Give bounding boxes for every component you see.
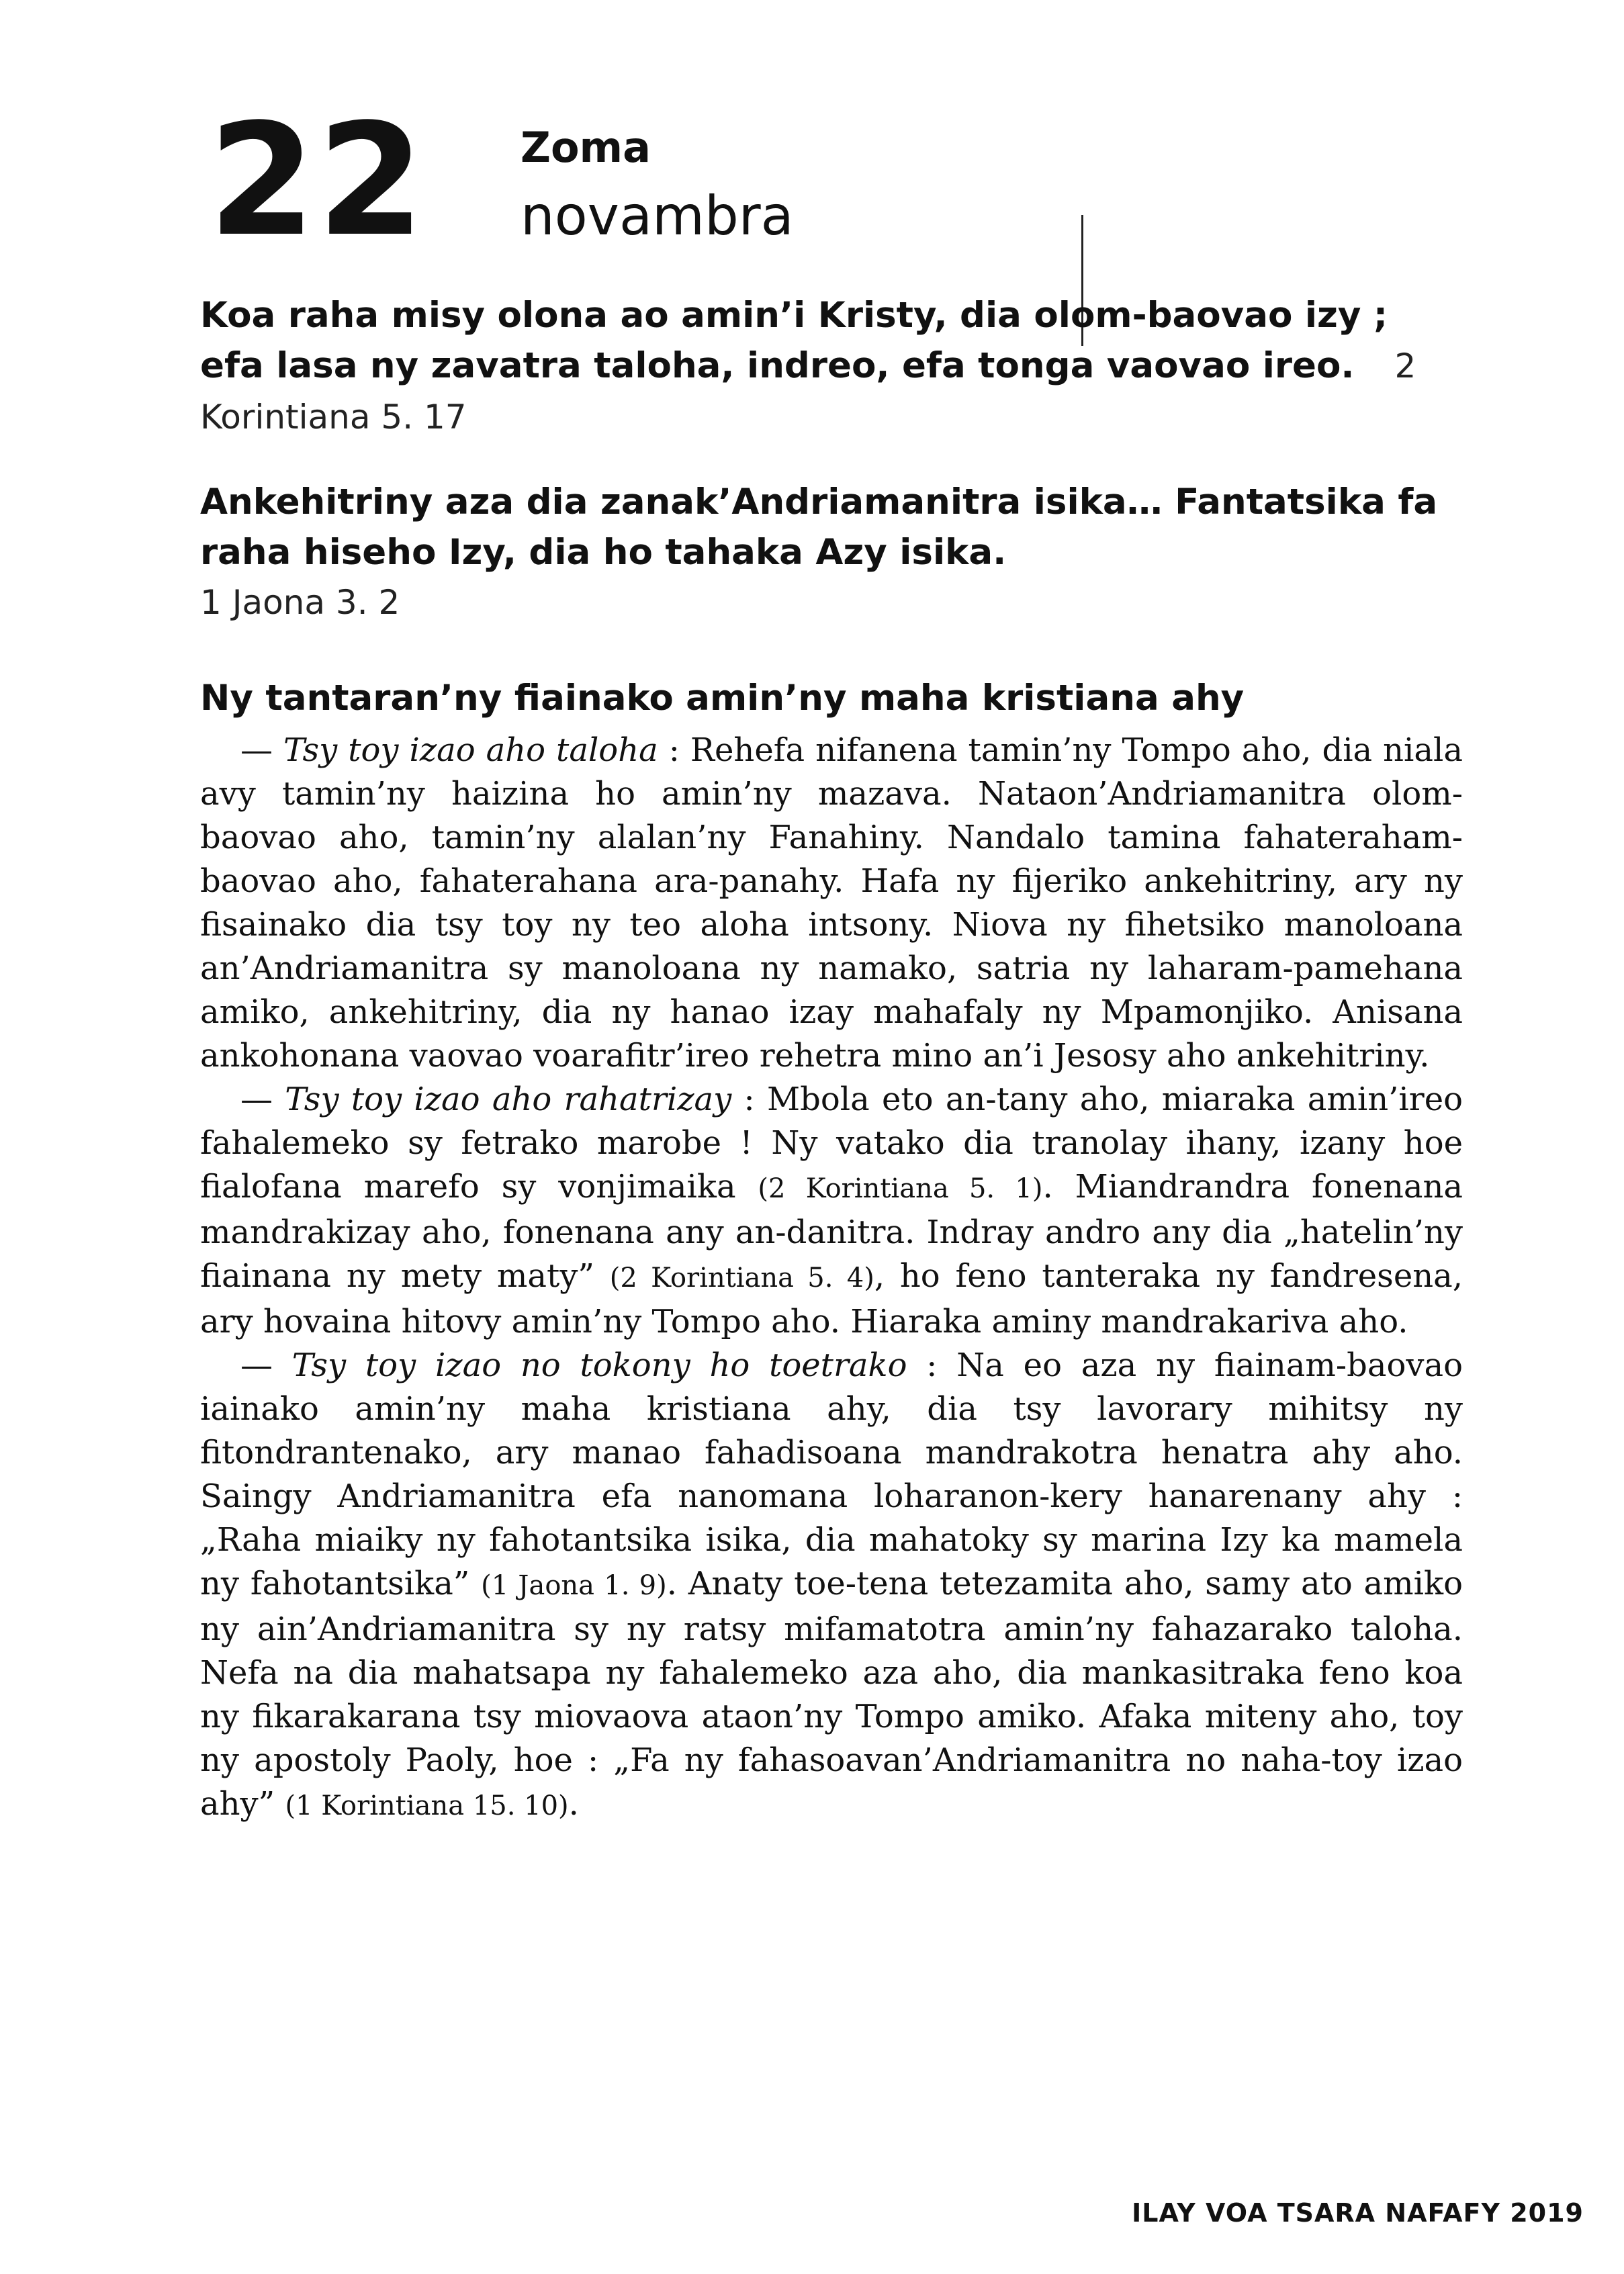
- article-body: [200, 729, 1463, 1828]
- verse-text: Koa raha misy olona ao amin’i Kristy, dia olom-baovao izy ; efa lasa ny zavatra taloha, indreo, efa tonga vaovao ireo.: [200, 295, 1388, 386]
- verse-reference: 1 Jaona 3. 2: [200, 583, 400, 622]
- verse-reference: 2 Korintiana 5. 17: [200, 347, 1416, 437]
- paragraph-text: : Na eo aza ny fiainam-baovao iainako amin’ny maha kristiana ahy, dia tsy lavorary mihitsy ny fitondrantenako, ary manao fahadisoana mandrakotra henatra ahy aho. Saingy Andriamanitra efa nanomana loharanon-kery hanarenany ahy : „Raha miaiky ny fahotantsika isika, dia mahatoky sy marina Izy ka mamela ny fahotantsika”: [200, 1347, 1463, 1602]
- paragraph-lead: Tsy toy izao aho rahatrizay: [285, 1081, 732, 1118]
- paragraph-lead: Tsy toy izao aho taloha: [283, 731, 658, 769]
- verse-block-1: [200, 290, 1463, 443]
- article-title: Ny tantaran’ny fiainako amin’ny maha kristiana ahy: [200, 678, 1245, 719]
- scripture-citation: (1 Jaona 1. 9): [481, 1570, 667, 1601]
- article-paragraph: [200, 729, 1463, 1078]
- verse-text: Ankehitriny aza dia zanak’Andriamanitra isika… Fantatsika fa raha hiseho Izy, dia ho tahaka Azy isika.: [200, 482, 1438, 573]
- weekday-label: Zoma: [521, 123, 651, 172]
- paragraph-text: , ho feno tanteraka ny fandresena, ary hovaina hitovy amin’ny Tompo aho. Hiaraka aminy mandrakariva aho.: [200, 1257, 1463, 1340]
- publication-footer: ILAY VOA TSARA NAFAFY 2019: [1132, 2198, 1584, 2228]
- paragraph-text: .: [568, 1785, 579, 1823]
- article-paragraph: [200, 1344, 1463, 1828]
- verse-block-2: [200, 477, 1463, 628]
- scripture-citation: (2 Korintiana 5. 1): [758, 1173, 1043, 1204]
- month-label: novambra: [521, 185, 794, 247]
- scripture-citation: (1 Korintiana 15. 10): [285, 1790, 569, 1821]
- paragraph-text: . Anaty toe-tena tetezamita aho, samy ato amiko ny ain’Andriamanitra sy ny ratsy mifamatotra amin’ny fahazarako taloha. Nefa na dia mahatsapa ny fahalemeko aza aho, dia mankasitraka feno koa ny fikarakarana tsy miovaova ataon’ny Tompo amiko. Afaka miteny aho, toy ny apostoly Paoly, hoe : „Fa ny fahasoavan’Andriamanitra no naha-toy izao ahy”: [200, 1565, 1463, 1823]
- paragraph-text: : Rehefa nifanena tamin’ny Tompo aho, dia niala avy tamin’ny haizina ho amin’ny mazava. Nataon’Andriamanitra olom-baovao aho, tamin’ny alalan’ny Fanahiny. Nandalo tamina fahateraham-baovao aho, fahaterahana ara-panahy. Hafa ny fijeriko ankehitriny, ary ny fisainako dia tsy toy ny teo aloha intsony. Niova ny fihetsiko manoloana an’Andriamanitra sy manoloana ny namako, satria ny laharam-pamehana amiko, ankehitriny, dia ny hanao izay mahafaly ny Mpamonjiko. Anisana ankohonana vaovao voarafitr’ireo rehetra mino an’i Jesosy aho ankehitriny.: [200, 731, 1463, 1075]
- paragraph-text: : Mbola eto an-tany aho, miaraka amin’ireo fahalemeko sy fetrako marobe ! Ny vatako dia tranolay ihany, izany hoe fialofana marefo sy vonjimaika: [200, 1081, 1463, 1206]
- em-dash: —: [240, 1081, 285, 1118]
- paragraph-lead: Tsy toy izao no tokony ho toetrako: [291, 1347, 907, 1384]
- day-number: 22: [208, 91, 426, 271]
- em-dash: —: [240, 731, 283, 769]
- paragraph-text: . Miandrandra fonenana mandrakizay aho, fonenana any an-danitra. Indray andro any dia „hatelin’ny fiainana ny mety maty”: [200, 1168, 1463, 1295]
- em-dash: —: [240, 1347, 292, 1384]
- date-header: [208, 91, 947, 271]
- article-paragraph: [200, 1078, 1463, 1344]
- scripture-citation: (2 Korintiana 5. 4): [609, 1263, 874, 1293]
